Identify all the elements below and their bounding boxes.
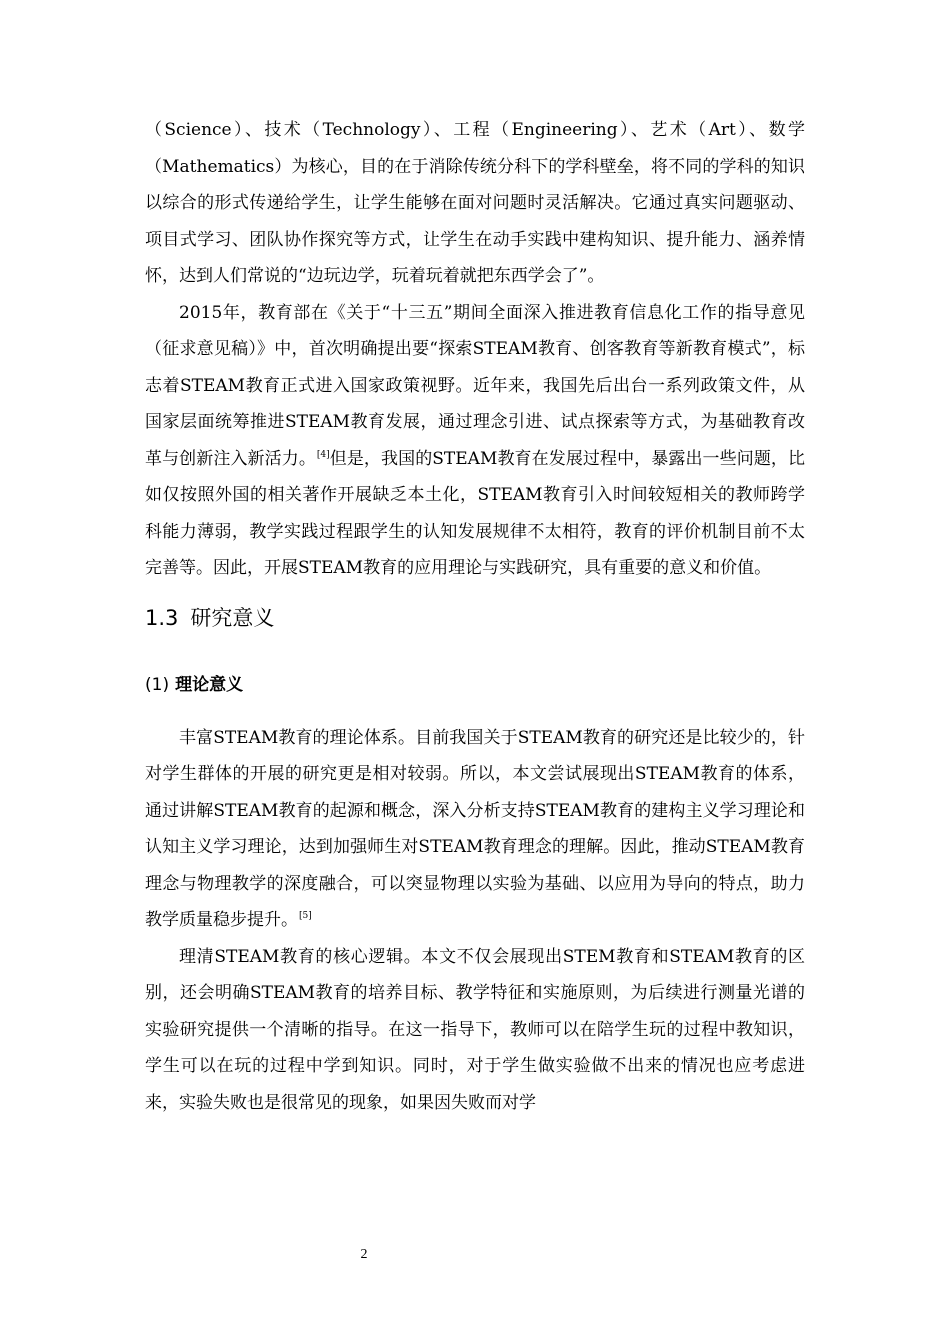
section-title: 研究意义 [190, 605, 275, 630]
section-heading [145, 603, 805, 633]
section-number: 1.3 [145, 605, 179, 630]
paragraph-text: （Science）、技术（Technology）、工程（Engineering）、艺术（Art）、数学（Mathematics）为核心，目的在于消除传统分科下的学科壁垒，将不同的学科的知识以综合的形式传递给学生，让学生能够在面对问题时灵活解决。它通过真实问题驱动、项目式学习、团队协作探究等方式，让学生在动手实践中建构知识、提升能力、涵养情怀，达到人们常说的“边玩边学，玩着玩着就把东西学会了”。 [145, 120, 805, 286]
subsection-title: 理论意义 [175, 674, 244, 695]
paragraph-policy-background [145, 295, 805, 587]
page-body [145, 112, 805, 1121]
subsection-number: (1) [145, 674, 170, 695]
paragraph-text: 但是，我国的STEAM教育在发展过程中，暴露出一些问题，比如仅按照外国的相关著作开展缺乏本土化，STEAM教育引入时间较短相关的教师跨学科能力薄弱，教学实践过程跟学生的认知发展规律不太相符，教育的评价机制目前不太完善等。因此，开展STEAM教育的应用理论与实践研究，具有重要的意义和价值。 [145, 448, 805, 578]
citation-5: [5] [299, 911, 312, 921]
citation-4: [4] [316, 449, 330, 460]
paragraph-text: 2015年，教育部在《关于“十三五”期间全面深入推进教育信息化工作的指导意见（征求意见稿）》中，首次明确提出要“探索STEAM教育、创客教育等新教育模式”，标志着STEAM教育正式进入国家政策视野。近年来，我国先后出台一系列政策文件，从国家层面统筹推进STEAM教育发展，通过理念引进、试点探索等方式，为基础教育改革与创新注入新活力。 [145, 302, 805, 469]
subsection-heading [145, 672, 805, 698]
paragraph-theory-system [145, 720, 805, 939]
paragraph-text: 丰富STEAM教育的理论体系。目前我国关于STEAM教育的研究还是比较少的，针对学生群体的开展的研究更是相对较弱。所以，本文尝试展现出STEAM教育的体系，通过讲解STEAM教育的起源和概念，深入分析支持STEAM教育的建构主义学习理论和认知主义学习理论，达到加强师生对STEAM教育理念的理解。因此，推动STEAM教育理念与物理教学的深度融合，可以突显物理以实验为基础、以应用为导向的特点，助力教学质量稳步提升。 [145, 727, 805, 930]
page-number: 2 [360, 1247, 368, 1262]
paragraph-core-logic [145, 939, 805, 1122]
paragraph-steam-definition [145, 112, 805, 295]
paragraph-text: 理清STEAM教育的核心逻辑。本文不仅会展现出STEM教育和STEAM教育的区别，还会明确STEAM教育的培养目标、教学特征和实施原则，为后续进行测量光谱的实验研究提供一个清晰的指导。在这一指导下，教师可以在陪学生玩的过程中教知识，学生可以在玩的过程中学到知识。同时，对于学生做实验做不出来的情况也应考虑进来，实验失败也是很常见的现象，如果因失败而对学 [145, 946, 805, 1113]
